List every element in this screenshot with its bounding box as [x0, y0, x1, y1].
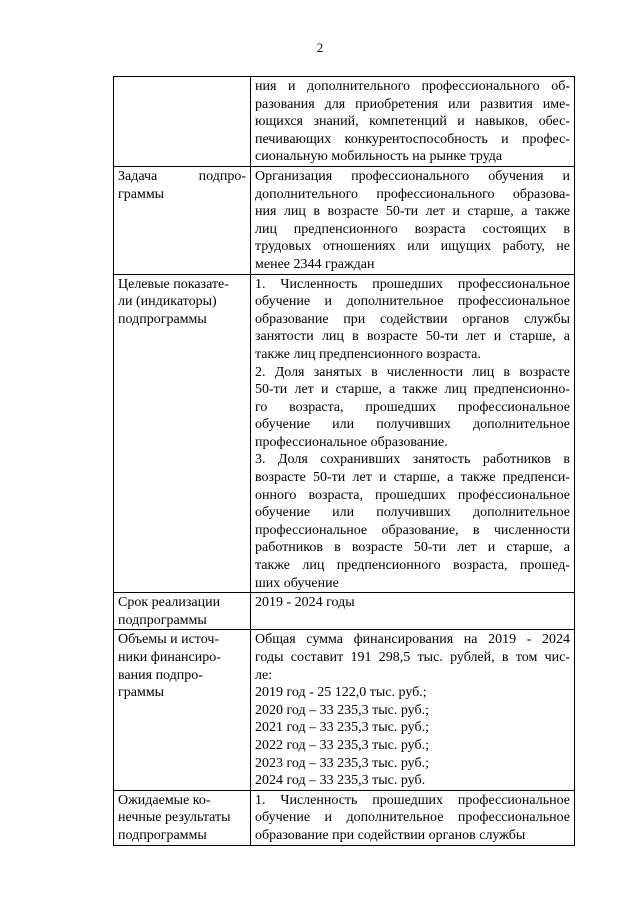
label-word: подпро-: [198, 168, 246, 184]
content-line: трудовых отношениях или ищущих работу, не: [255, 239, 570, 255]
content-line: го возраста, прошедших профессиональное: [255, 399, 570, 415]
content-line: Организация профессионального обучения и: [255, 168, 570, 184]
table-row-funding: [114, 630, 575, 790]
label-line: Целевые показате-: [118, 276, 229, 292]
content-line: 50-ти лет и старше, а также лиц предпенсионно-: [255, 382, 570, 398]
page-number: 2: [316, 40, 324, 55]
label-line: подпрограммы: [118, 612, 207, 628]
label-line: нечные результаты: [118, 810, 231, 826]
table-row-goal-continuation: [114, 77, 575, 167]
label-word: Задача: [118, 168, 158, 184]
content-line: также лиц предпенсионного возраста, прошед-: [255, 558, 570, 574]
label-line: граммы: [118, 685, 165, 701]
table-row-task: [114, 166, 575, 274]
content-line: разования для приобретения или развития име-: [255, 96, 570, 112]
row-label-indicators: [114, 274, 251, 593]
subprogram-passport-table: [113, 76, 575, 846]
content-line: также лиц предпенсионного возраста.: [255, 346, 481, 362]
row-content-funding: [251, 630, 575, 790]
row-label-expected-results: [114, 790, 251, 845]
content-line: обучение и дополнительное профессиональное: [255, 810, 570, 826]
row-content-task: [251, 166, 575, 274]
row-content-term: [251, 593, 575, 630]
row-label-task: [114, 166, 251, 274]
funding-year-line: 2021 год – 33 235,3 тыс. руб.;: [255, 720, 429, 736]
content-line: 2. Доля занятых в численности лиц в возрасте: [255, 364, 570, 380]
content-line: лиц предпенсионного возраста состоящих в: [255, 221, 570, 237]
content-line: Общая сумма финансирования на 2019 - 2024: [255, 632, 570, 648]
content-line: 2019 - 2024 годы: [255, 595, 355, 611]
label-line: ли (индикаторы): [118, 294, 217, 310]
funding-year-line: 2020 год – 33 235,3 тыс. руб.;: [255, 702, 429, 718]
table-row-term: [114, 593, 575, 630]
row-label-empty: [114, 77, 251, 167]
table-row-indicators: [114, 274, 575, 593]
content-line: профессиональное образование, в численности: [255, 522, 570, 538]
content-line: ющихся знаний, компетенций и навыков, обес-: [255, 114, 570, 130]
content-line: обучение или получивших дополнительное: [255, 505, 570, 521]
content-line: сиональную мобильность на рынке труда: [255, 149, 503, 165]
content-line: дополнительного профессионального образова-: [255, 186, 570, 202]
content-line: ния и дополнительного профессионального об-: [255, 79, 570, 94]
label-line: подпрограммы: [118, 311, 207, 327]
content-line: ле:: [255, 667, 273, 683]
label-line: Ожидаемые ко-: [118, 792, 211, 808]
label-line: подпрограммы: [118, 827, 207, 843]
task-label-first-line: [118, 168, 246, 186]
content-line: ния лиц в возрасте 50-ти лет и старше, а также: [255, 204, 570, 220]
row-label-funding: [114, 630, 251, 790]
content-line: ших обучение: [255, 575, 339, 591]
content-line: работников в возрасте 50-ти лет и старше, а: [255, 540, 570, 556]
content-line: печивающих конкурентоспособность и профес-: [255, 131, 570, 147]
content-line: онного возраста, прошедших профессиональное: [255, 487, 570, 503]
content-line: менее 2344 граждан: [255, 256, 375, 272]
content-line: занятости лиц в возрасте 50-ти лет и старше, а: [255, 329, 570, 345]
row-content-expected-results: [251, 790, 575, 845]
content-line: 3. Доля сохранивших занятость работников в: [255, 452, 570, 468]
funding-year-line: 2022 год – 33 235,3 тыс. руб.;: [255, 737, 429, 753]
content-line: образование при содействии органов службы: [255, 311, 570, 327]
content-line: возрасте 50-ти лет и старше, а также предпенси-: [255, 470, 570, 486]
row-content-indicators: [251, 274, 575, 593]
content-line: обучение или получивших дополнительное: [255, 417, 570, 433]
label-line: Срок реализации: [118, 595, 221, 611]
label-line: вания подпро-: [118, 667, 203, 683]
funding-year-line: 2019 год - 25 122,0 тыс. руб.;: [255, 685, 427, 701]
content-line: профессиональное образование.: [255, 434, 448, 450]
row-label-term: [114, 593, 251, 630]
content-line: образование при содействии органов службы: [255, 827, 526, 843]
label-line: граммы: [118, 186, 165, 202]
content-line: 1. Численность прошедших профессиональное: [255, 792, 570, 808]
content-line: обучение и дополнительное профессиональное: [255, 294, 570, 310]
funding-year-line: 2024 год – 33 235,3 тыс. руб.: [255, 773, 426, 789]
table-row-expected-results: [114, 790, 575, 845]
label-line: Объемы и источ-: [118, 632, 220, 648]
content-line: 1. Численность прошедших профессиональное: [255, 276, 570, 292]
funding-year-line: 2023 год – 33 235,3 тыс. руб.;: [255, 755, 429, 771]
label-line: ники финансиро-: [118, 650, 221, 665]
content-line: годы составит 191 298,5 тыс. рублей, в том чис-: [255, 650, 570, 665]
row-content-goal-continuation: [251, 77, 575, 167]
